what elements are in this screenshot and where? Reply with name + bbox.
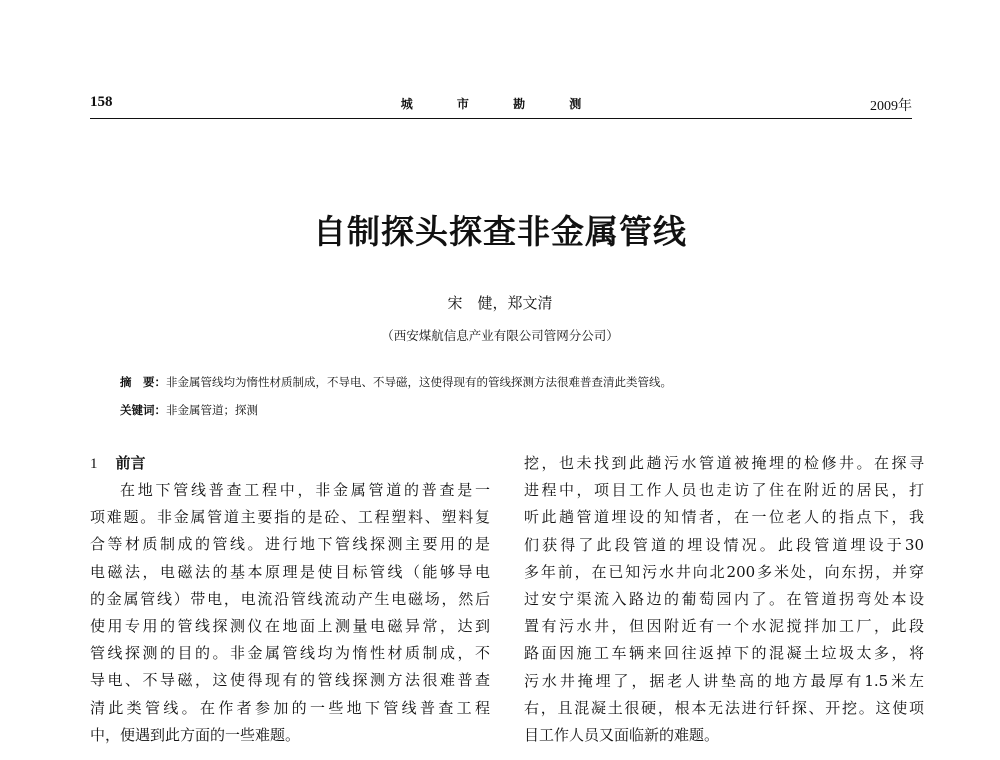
paragraph-line: 听此趟管道埋设的知情者，在一位老人的指点下，我 (524, 508, 924, 527)
paragraph-line: 中，便遇到此方面的一些难题。 (90, 725, 301, 744)
paragraph-line: 的金属管线）带电，电流沿管线流动产生电磁场，然后 (90, 589, 490, 608)
article-title: 自制探头探查非金属管线 (313, 212, 687, 251)
paragraph-line: 在地下管线普查工程中，非金属管道的普查是一 (120, 481, 490, 499)
paragraph-line: 导电、不导磁，这使得现有的管线探测方法很难普查 (90, 671, 490, 690)
right-column (524, 450, 924, 749)
paragraph-line: 挖，也未找到此趟污水管道被掩埋的检修井。在探寻 (524, 454, 924, 472)
paragraph-line: 过安宁渠流入路边的葡萄园内了。在管道拐弯处本设 (524, 589, 924, 608)
paragraph-line: 污水井掩埋了，据老人讲垫高的地方最厚有1.5米左 (524, 671, 924, 690)
paragraph-line: 使用专用的管线探测仪在地面上测量电磁异常，达到 (90, 616, 490, 635)
running-header (90, 92, 912, 119)
paragraph-line: 路面因施工车辆来回往返掉下的混凝土垃圾太多，将 (524, 644, 924, 663)
abstract-text: 非金属管线均为惰性材质制成，不导电、不导磁，这使得现有的管线探测方法很难普查清此类管线。 (166, 375, 672, 389)
paragraph-line: 右，且混凝土很硬，根本无法进行钎探、开挖。这使项 (524, 698, 924, 717)
abstract (120, 374, 672, 390)
section-title: 前言 (115, 454, 146, 472)
paragraph-line: 进程中，项目工作人员也走访了住在附近的居民，打 (524, 481, 924, 500)
paragraph-line: 多年前，在已知污水井向北200多米处，向东拐，并穿 (524, 562, 924, 581)
keywords-label: 关键词： (120, 403, 166, 417)
keywords-text: 非金属管道；探测 (166, 403, 258, 417)
journal-name: 城 市 勘 测 (400, 97, 602, 111)
paragraph-line: 电磁法，电磁法的基本原理是使目标管线（能够导电 (90, 562, 490, 581)
abstract-label: 摘 要： (120, 375, 166, 389)
author-affiliation: （西安煤航信息产业有限公司管网分公司） (381, 328, 619, 343)
section-number: 1 (90, 456, 98, 472)
paragraph-line: 们获得了此段管道的埋设情况。此段管道埋设于30 (524, 535, 924, 554)
paragraph-line: 管线探测的目的。非金属管线均为惰性材质制成，不 (90, 644, 490, 663)
paragraph-line: 目工作人员又面临新的难题。 (524, 725, 720, 744)
paragraph-line: 项难题。非金属管道主要指的是砼、工程塑料、塑料复 (90, 508, 490, 527)
publication-year: 2009年 (870, 99, 912, 114)
article-authors: 宋 健，郑文清 (447, 294, 553, 312)
paragraph-line: 清此类管线。在作者参加的一些地下管线普查工程 (90, 698, 490, 717)
page-number: 158 (90, 94, 113, 110)
paragraph-line: 置有污水井，但因附近有一个水泥搅拌加工厂，此段 (524, 617, 924, 636)
section-heading (90, 450, 490, 477)
left-column (90, 450, 490, 749)
keywords (120, 402, 258, 418)
paragraph-line: 合等材质制成的管线。进行地下管线探测主要用的是 (90, 535, 490, 554)
